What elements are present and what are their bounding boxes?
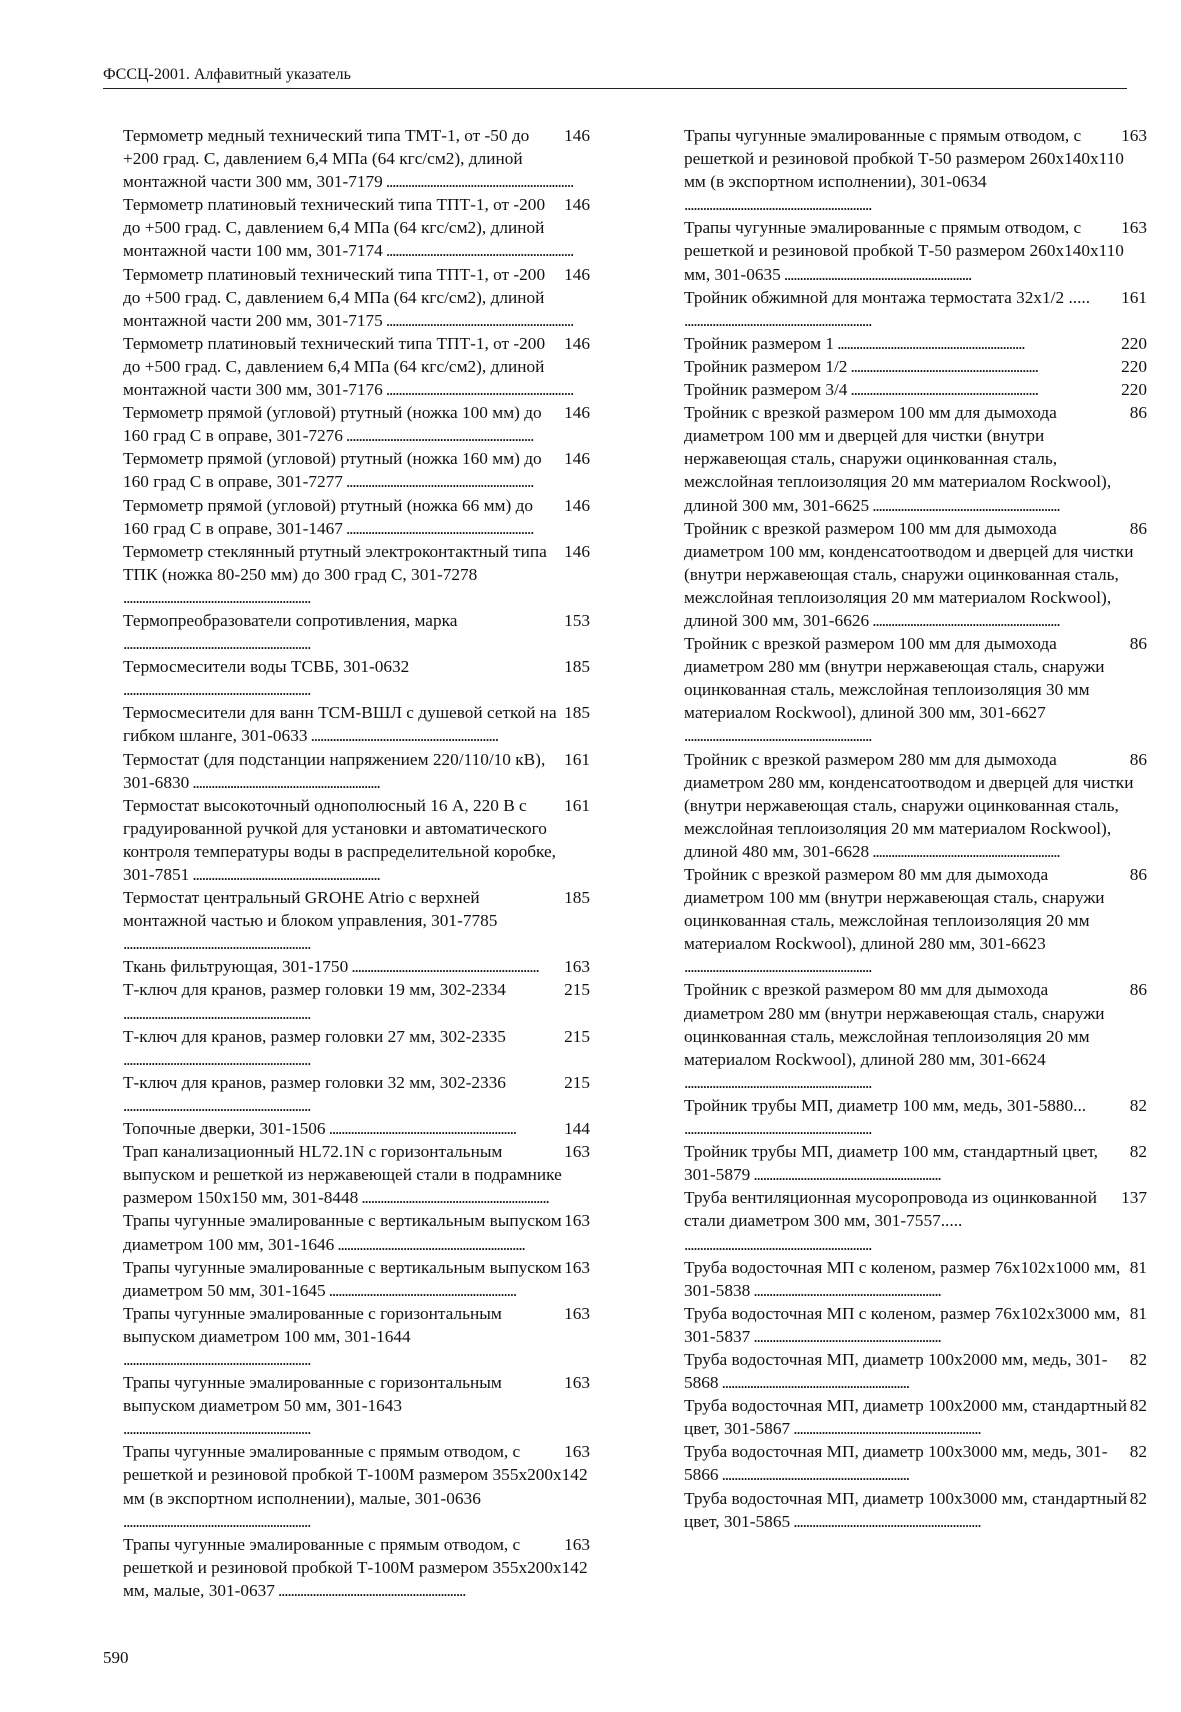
- dot-leader: ............................................................: [684, 310, 872, 330]
- index-entry: [103, 1533, 590, 1602]
- index-entry-text: Труба вентиляционная мусоропровода из оцинкованной стали диаметром 300 мм, 301-7557.....: [684, 1188, 1098, 1231]
- index-entry-page: 146: [562, 263, 590, 286]
- index-entry-page: 146: [562, 193, 590, 216]
- index-entry: [664, 332, 1147, 355]
- index-entry: [103, 447, 590, 493]
- index-entry-text: Тройник с врезкой размером 100 мм для дымохода диаметром 280 мм (внутри нержавеющая сталь, снаружи оцинкованная сталь, межслойная теплоизоляция 30 мм материалом Rockwool), длиной 300 мм, 301-6627: [684, 634, 1105, 723]
- index-entry: [103, 655, 590, 701]
- index-entry-page: 215: [562, 1071, 590, 1094]
- index-entry: [103, 1256, 590, 1302]
- dot-leader: ............................................................: [750, 1165, 941, 1185]
- index-entry: [103, 1025, 590, 1071]
- index-entry-page: 161: [562, 794, 590, 817]
- dot-leader: ............................................................: [847, 380, 1038, 400]
- index-entry-page: 185: [562, 886, 590, 909]
- dot-leader: ............................................................: [342, 518, 534, 538]
- index-entry-page: 146: [562, 401, 590, 424]
- dot-leader: ............................................................: [790, 1511, 981, 1531]
- dot-leader: ............................................................: [684, 1072, 872, 1092]
- index-entry: [103, 401, 590, 447]
- index-entry-text: Тройник трубы МП, диаметр 100 мм, стандартный цвет, 301-5879: [684, 1142, 1098, 1185]
- index-entry: [103, 1302, 590, 1371]
- index-entry-page: 161: [1119, 286, 1147, 309]
- index-entry: [103, 332, 590, 401]
- dot-leader: ............................................................: [123, 934, 311, 954]
- index-entry: [103, 263, 590, 332]
- index-entry-page: 86: [1128, 978, 1147, 1001]
- dot-leader: ............................................................: [718, 1465, 909, 1485]
- index-entry-text: Термостат центральный GROHE Atrio с верхней монтажной частью и блоком управления, 301-7785: [123, 888, 498, 931]
- index-entry-page: 146: [562, 494, 590, 517]
- index-entry-text: Трапы чугунные эмалированные с горизонтальным выпуском диаметром 50 мм, 301-1643: [123, 1373, 502, 1416]
- index-entry-page: 82: [1128, 1394, 1147, 1417]
- dot-leader: ............................................................: [123, 1511, 311, 1531]
- index-entry: [664, 1140, 1147, 1186]
- index-column-right: [664, 124, 1147, 1533]
- index-entry-page: 220: [1119, 332, 1147, 355]
- index-entry: [103, 978, 590, 1024]
- index-entry-page: 146: [562, 124, 590, 147]
- dot-leader: ............................................................: [123, 680, 311, 700]
- index-entry: [103, 193, 590, 262]
- dot-leader: ............................................................: [334, 1234, 525, 1254]
- dot-leader: ............................................................: [123, 1003, 311, 1023]
- index-entry-page: 144: [562, 1117, 590, 1140]
- index-entry-text: Тройник с врезкой размером 100 мм для дымохода диаметром 100 мм, конденсатоотводом и дверцей для чистки (внутри нержавеющая сталь, снаружи оцинкованная сталь, межслойная теплоизоляция 20 мм материалом Rockwool), длиной 300 мм, 301-6626: [684, 518, 1134, 630]
- dot-leader: ............................................................: [123, 1049, 311, 1069]
- index-entry-page: 82: [1128, 1094, 1147, 1117]
- index-entry-page: 146: [562, 332, 590, 355]
- index-entry-page: 86: [1128, 517, 1147, 540]
- dot-leader: ............................................................: [342, 472, 534, 492]
- index-entry: [664, 1348, 1147, 1394]
- dot-leader: ............................................................: [307, 726, 498, 746]
- index-entry-page: 220: [1119, 355, 1147, 378]
- index-entry-text: Тройник с врезкой размером 80 мм для дымохода диаметром 100 мм (внутри нержавеющая сталь, снаружи оцинкованная сталь, межслойная теплоизоляция 20 мм материалом Rockwool), длиной 280 мм, 301-6623: [684, 865, 1105, 954]
- index-entry-text: Т-ключ для кранов, размер головки 32 мм, 302-2336: [123, 1072, 506, 1092]
- index-entry: [664, 978, 1147, 1093]
- index-entry: [103, 1371, 590, 1440]
- index-entry: [103, 1440, 590, 1532]
- index-entry: [664, 378, 1147, 401]
- index-entry-text: Термопреобразователи сопротивления, марка: [123, 610, 458, 630]
- index-entry-text: Термометр стеклянный ртутный электроконтактный типа ТПК (ножка 80-250 мм) до 300 град С, 301-7278: [123, 541, 547, 584]
- index-entry: [103, 886, 590, 955]
- index-entry-page: 82: [1128, 1140, 1147, 1163]
- index-entry-text: Тройник размером 1: [684, 333, 834, 353]
- index-entry: [103, 1209, 590, 1255]
- dot-leader: ............................................................: [869, 495, 1060, 515]
- index-entry-page: 137: [1119, 1186, 1147, 1209]
- index-entry-text: Тройник с врезкой размером 80 мм для дымохода диаметром 280 мм (внутри нержавеющая сталь, снаружи оцинкованная сталь, межслойная теплоизоляция 20 мм материалом Rockwool), длиной 280 мм, 301-6624: [684, 980, 1105, 1069]
- index-entry-text: Тройник с врезкой размером 100 мм для дымохода диаметром 100 мм и дверцей для чистки (внутри нержавеющая сталь, снаружи оцинкованная сталь, межслойная теплоизоляция 20 мм материалом Rockwool), длиной 300 мм, 301-6625: [684, 403, 1112, 515]
- dot-leader: ............................................................: [684, 1234, 872, 1254]
- index-entry: [664, 1394, 1147, 1440]
- index-entry: [664, 216, 1147, 285]
- index-entry-page: 215: [562, 978, 590, 1001]
- dot-leader: ............................................................: [123, 1349, 311, 1369]
- dot-leader: ............................................................: [342, 426, 534, 446]
- index-entry-page: 185: [562, 701, 590, 724]
- index-entry-page: 163: [562, 1302, 590, 1325]
- index-entry: [103, 540, 590, 609]
- index-entry-page: 163: [1119, 124, 1147, 147]
- page-number: 590: [103, 1648, 129, 1667]
- dot-leader: ............................................................: [718, 1373, 909, 1393]
- index-entry-page: 185: [562, 655, 590, 678]
- dot-leader: ............................................................: [382, 380, 574, 400]
- index-entry: [664, 124, 1147, 216]
- dot-leader: ............................................................: [790, 1419, 981, 1439]
- running-header: ФССЦ-2001. Алфавитный указатель: [103, 64, 1127, 89]
- index-entry-text: Топочные дверки, 301-1506: [123, 1119, 326, 1139]
- index-entry-page: 82: [1128, 1440, 1147, 1463]
- index-entry-text: Термометр платиновый технический типа ТПТ-1, от -200 до +500 град. С, давлением 6,4 МПа (64 кгс/см2), длиной монтажной части 300 мм, 301-7176: [123, 333, 546, 400]
- index-entry-text: Труба водосточная МП с коленом, размер 76х102х3000 мм, 301-5837: [684, 1303, 1121, 1346]
- index-entry: [103, 748, 590, 794]
- index-entry-page: 146: [562, 447, 590, 470]
- dot-leader: ............................................................: [325, 1119, 516, 1139]
- dot-leader: ............................................................: [684, 195, 872, 215]
- index-entry-page: 163: [562, 955, 590, 978]
- dot-leader: ............................................................: [123, 634, 311, 654]
- dot-leader: ............................................................: [869, 841, 1060, 861]
- index-entry: [664, 286, 1147, 332]
- index-entry-page: 81: [1128, 1302, 1147, 1325]
- dot-leader: ............................................................: [382, 241, 574, 261]
- index-column-left: [103, 124, 590, 1602]
- index-entry: [103, 124, 590, 193]
- index-entry: [664, 355, 1147, 378]
- dot-leader: ............................................................: [189, 772, 380, 792]
- index-entry-text: Термосмесители для ванн ТСМ-ВШЛ с душевой сеткой на гибком шланге, 301-0633: [123, 703, 557, 746]
- index-entry-page: 161: [562, 748, 590, 771]
- index-entry: [664, 1487, 1147, 1533]
- dot-leader: ............................................................: [358, 1188, 549, 1208]
- index-entry-text: Термосмесители воды ТСВБ, 301-0632: [123, 657, 410, 677]
- index-entry-text: Ткань фильтрующая, 301-1750: [123, 957, 349, 977]
- index-entry-page: 220: [1119, 378, 1147, 401]
- index-entry-text: Термометр платиновый технический типа ТПТ-1, от -200 до +500 град. С, давлением 6,4 МПа (64 кгс/см2), длиной монтажной части 200 мм, 301-7175: [123, 264, 546, 330]
- index-entry-text: Термометр прямой (угловой) ртутный (ножка 160 мм) до 160 град С в оправе, 301-7277: [123, 449, 542, 492]
- index-entry: [664, 1094, 1147, 1140]
- index-entry-text: Т-ключ для кранов, размер головки 27 мм, 302-2335: [123, 1026, 506, 1046]
- index-entry-text: Термостат (для подстанции напряжением 220/110/10 кВ), 301-6830: [123, 749, 546, 792]
- dot-leader: ............................................................: [274, 1580, 466, 1600]
- index-entry: [664, 1302, 1147, 1348]
- index-entry-text: Тройник размером 1/2: [684, 356, 848, 376]
- dot-leader: ............................................................: [750, 1326, 941, 1346]
- index-entry-text: Труба водосточная МП, диаметр 100х3000 мм, медь, 301-5866: [684, 1442, 1108, 1485]
- index-entry-page: 82: [1128, 1348, 1147, 1371]
- dot-leader: ............................................................: [123, 1095, 311, 1115]
- index-entry: [103, 609, 590, 655]
- index-entry-text: Труба водосточная МП, диаметр 100х2000 мм, стандартный цвет, 301-5867: [684, 1396, 1127, 1439]
- index-entry-page: 81: [1128, 1256, 1147, 1279]
- index-entry-text: Термометр прямой (угловой) ртутный (ножка 100 мм) до 160 град С в оправе, 301-7276: [123, 403, 542, 446]
- dot-leader: ............................................................: [834, 333, 1025, 353]
- index-entry-text: Тройник размером 3/4: [684, 380, 848, 400]
- index-entry-text: Термостат высокоточный однополюсный 16 А, 220 В с градуированной ручкой для установки и автоматического контроля температуры воды в распределительной коробке, 301-7851: [123, 795, 556, 884]
- index-entry-text: Трапы чугунные эмалированные с горизонтальным выпуском диаметром 100 мм, 301-1644: [123, 1303, 502, 1346]
- index-entry-text: Тройник с врезкой размером 280 мм для дымохода диаметром 280 мм, конденсатоотводом и дверцей для чистки (внутри нержавеющая сталь, снаружи оцинкованная сталь, межслойная теплоизоляция 20 мм материалом Rockwool), длиной 480 мм, 301-6628: [684, 749, 1134, 861]
- index-entry: [664, 748, 1147, 863]
- index-entry-text: Труба водосточная МП, диаметр 100х3000 мм, стандартный цвет, 301-5865: [684, 1488, 1127, 1531]
- index-entry: [103, 701, 590, 747]
- dot-leader: ............................................................: [684, 957, 872, 977]
- index-entry: [103, 1140, 590, 1209]
- index-entry-text: Термометр прямой (угловой) ртутный (ножка 66 мм) до 160 град С в оправе, 301-1467: [123, 495, 533, 538]
- index-entry: [103, 1071, 590, 1117]
- index-entry-text: Трап канализационный HL72.1N с горизонтальным выпуском и решеткой из нержавеющей стали в подрамнике размером 150х150 мм, 301-8448: [123, 1142, 562, 1208]
- index-entry-page: 163: [562, 1533, 590, 1556]
- index-entry-page: 163: [562, 1256, 590, 1279]
- index-entry: [664, 1186, 1147, 1255]
- index-entry-text: Трапы чугунные эмалированные с прямым отводом, с решеткой и резиновой пробкой Т-50 размером 260х140х110 мм (в экспортном исполнении), 301-0634: [684, 126, 1124, 192]
- index-entry-text: Тройник трубы МП, диаметр 100 мм, медь, 301-5880...: [684, 1095, 1087, 1115]
- index-entry: [664, 1256, 1147, 1302]
- index-entry-page: 163: [562, 1371, 590, 1394]
- index-entry-text: Трапы чугунные эмалированные с прямым отводом, с решеткой и резиновой пробкой Т-100М размером 355х200х142 мм (в экспортном исполнении), малые, 301-0636: [123, 1442, 588, 1508]
- index-entry: [103, 794, 590, 886]
- index-entry: [103, 955, 590, 978]
- index-entry-text: Труба водосточная МП, диаметр 100х2000 мм, медь, 301-5868: [684, 1349, 1108, 1393]
- index-entry-page: 215: [562, 1025, 590, 1048]
- index-entry: [103, 494, 590, 540]
- dot-leader: ............................................................: [189, 865, 380, 884]
- index-entry-page: 163: [562, 1140, 590, 1163]
- index-entry-page: 163: [562, 1209, 590, 1232]
- index-entry-page: 82: [1128, 1487, 1147, 1510]
- dot-leader: ............................................................: [325, 1280, 516, 1300]
- index-entry-page: 153: [562, 609, 590, 632]
- index-entry-page: 163: [1119, 216, 1147, 239]
- dot-leader: ............................................................: [847, 356, 1038, 376]
- dot-leader: ............................................................: [780, 264, 972, 284]
- index-entry-text: Тройник обжимной для монтажа термостата 32х1/2 .....: [684, 287, 1091, 307]
- dot-leader: ............................................................: [750, 1280, 941, 1300]
- index-entry-text: Трапы чугунные эмалированные с прямым отводом, с решеткой и резиновой пробкой Т-100М размером 355х200х142 мм, малые, 301-0637: [123, 1534, 588, 1600]
- index-entry-page: 86: [1128, 748, 1147, 771]
- dot-leader: ............................................................: [123, 1419, 311, 1439]
- index-entry: [664, 517, 1147, 632]
- index-entry-text: Трапы чугунные эмалированные с вертикальным выпуском диаметром 50 мм, 301-1645: [123, 1257, 562, 1300]
- dot-leader: ............................................................: [684, 726, 872, 746]
- index-entry-text: Термометр платиновый технический типа ТПТ-1, от -200 до +500 град. С, давлением 6,4 МПа (64 кгс/см2), длиной монтажной части 100 мм, 301-7174: [123, 195, 546, 261]
- index-entry-page: 86: [1128, 401, 1147, 424]
- index-entry-text: Т-ключ для кранов, размер головки 19 мм, 302-2334: [123, 980, 506, 1000]
- index-entry-page: 86: [1128, 863, 1147, 886]
- index-entry-text: Трапы чугунные эмалированные с вертикальным выпуском диаметром 100 мм, 301-1646: [123, 1211, 562, 1254]
- dot-leader: ............................................................: [382, 172, 574, 192]
- dot-leader: ............................................................: [348, 957, 539, 977]
- index-entry-page: 163: [562, 1440, 590, 1463]
- index-entry-text: Труба водосточная МП с коленом, размер 76х102х1000 мм, 301-5838: [684, 1257, 1121, 1300]
- dot-leader: ............................................................: [869, 610, 1060, 630]
- index-entry-page: 146: [562, 540, 590, 563]
- index-entry: [664, 863, 1147, 978]
- index-entry-text: Трапы чугунные эмалированные с прямым отводом, с решеткой и резиновой пробкой Т-50 размером 260х140х110 мм, 301-0635: [684, 218, 1124, 284]
- index-entry-page: 86: [1128, 632, 1147, 655]
- index-entry: [103, 1117, 590, 1140]
- dot-leader: ............................................................: [382, 310, 574, 330]
- index-entry: [664, 401, 1147, 516]
- index-entry-text: Термометр медный технический типа ТМТ-1, от -50 до +200 град. С, давлением 6,4 МПа (64 кгс/см2), длиной монтажной части 300 мм, 301-7179: [123, 126, 530, 192]
- dot-leader: ............................................................: [684, 1119, 872, 1139]
- dot-leader: ............................................................: [123, 587, 311, 607]
- index-entry: [664, 632, 1147, 747]
- index-entry: [664, 1440, 1147, 1486]
